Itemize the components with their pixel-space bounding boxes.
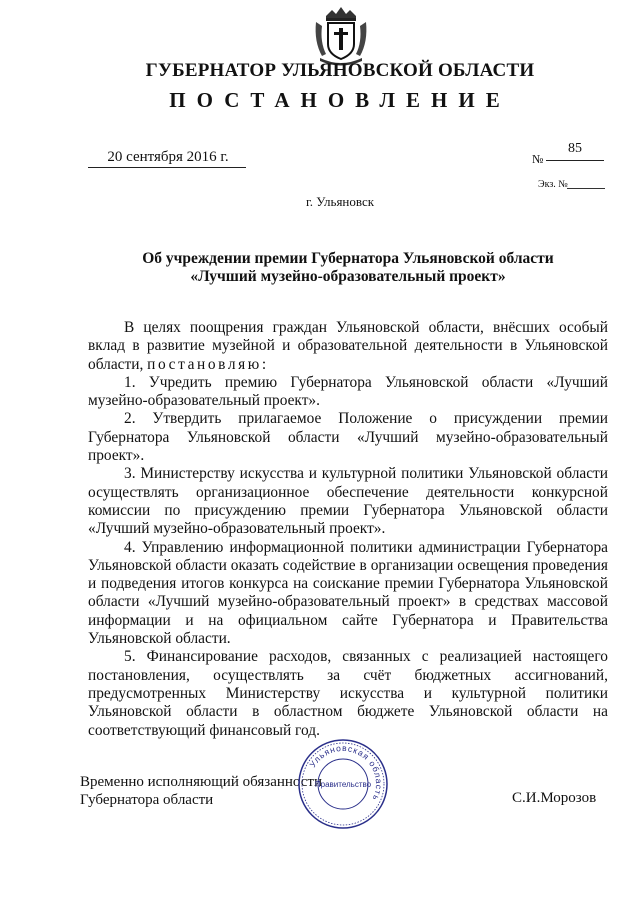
document-title xyxy=(88,250,608,286)
document-body xyxy=(88,319,608,740)
coat-of-arms-icon xyxy=(312,4,370,66)
position-line-2: Губернатора области xyxy=(80,792,214,808)
title-line-2: «Лучший музейно-образовательный проект» xyxy=(190,268,506,285)
number-underline xyxy=(546,160,604,161)
seal-center-text: Правительство xyxy=(314,780,372,789)
clause-5: 5. Финансирование расходов, связанных с реализацией настоящего постановления, осуществлять за счёт бюджетных ассигнований, предусмотренных Министерству искусства и культурной политики Ульяновской области в областном бюджете Ульяновской области на соответствующий финансовый год. xyxy=(88,648,608,739)
signatory-name: С.И.Морозов xyxy=(512,790,597,806)
number-label: № xyxy=(532,152,544,166)
issuing-authority: ГУБЕРНАТОР УЛЬЯНОВСКОЙ ОБЛАСТИ xyxy=(145,60,535,81)
clause-2: 2. Утвердить прилагаемое Положение о присуждении премии Губернатора Ульяновской области «Лучший музейно-образовательный проект». xyxy=(88,410,608,465)
position-line-1: Временно исполняющий обязанности xyxy=(80,774,323,790)
date-underline xyxy=(88,167,246,168)
seal-ring-text: Ульяновская область xyxy=(307,742,385,803)
decree-word: постановляю: xyxy=(147,355,269,373)
copy-number-label: Экз. № xyxy=(538,179,568,190)
intro-text: В целях поощрения граждан Ульяновской области, внёсших особый вклад в развитие музейной и образовательной деятельности в Ульяновской области, xyxy=(88,319,608,373)
document-type: ПОСТАНОВЛЕНИЕ xyxy=(169,88,511,112)
intro-paragraph xyxy=(88,319,608,374)
signatory-position xyxy=(80,773,322,809)
document-number: 85 xyxy=(568,141,582,156)
title-line-1: Об учреждении премии Губернатора Ульяновской области xyxy=(142,250,554,267)
clause-1: 1. Учредить премию Губернатора Ульяновской области «Лучший музейно-образовательный проект». xyxy=(88,373,608,410)
clause-4: 4. Управлению информационной политики администрации Губернатора Ульяновской области оказать содействие в организации освещения проведения и подведения итогов конкурса на соискание премии Губернатора Ульяновской области «Лучший музейно-образовательный проект» в средствах массовой информации и на официальном сайте Губернатора и Правительства Ульяновской области. xyxy=(88,538,608,648)
document-city: г. Ульяновск xyxy=(305,194,375,209)
clause-3: 3. Министерству искусства и культурной политики Ульяновской области осуществлять организационное обеспечение деятельности конкурсной комиссии по присуждению премии Губернатора Ульяновской области «Лучший музейно-образовательный проект». xyxy=(88,465,608,538)
copy-number-underline xyxy=(567,188,605,189)
official-seal-icon xyxy=(297,738,389,830)
document-date: 20 сентября 2016 г. xyxy=(107,149,229,165)
